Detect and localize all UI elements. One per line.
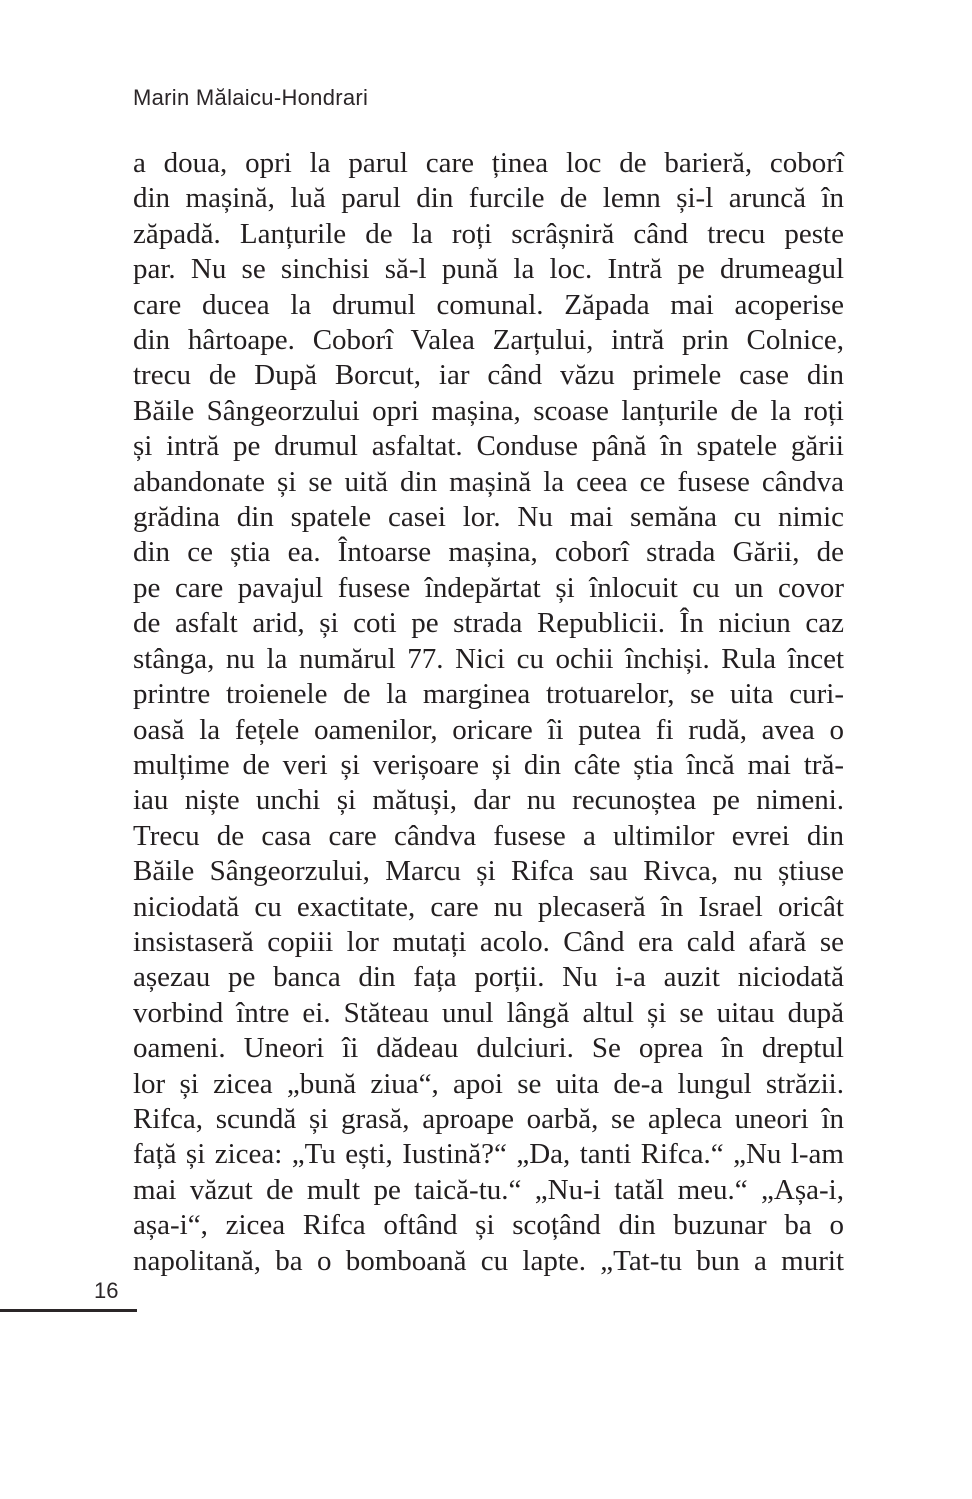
text-line: Băile Sângeorzului opri mașina, scoase lanțurile de la roți xyxy=(133,394,844,427)
text-line: iau niște unchi și mătuși, dar nu recunoștea pe nimeni. xyxy=(133,784,844,817)
text-line: din mașină, luă parul din furcile de lemn și-l aruncă în xyxy=(133,182,844,215)
text-line: abandonate și se uită din mașină la ceea ce fusese cândva xyxy=(133,465,844,498)
text-line: grădina din spatele casei lor. Nu mai semăna cu nimic xyxy=(133,501,844,534)
body-text xyxy=(133,146,844,1279)
running-header-author: Marin Mălaicu-Hondrari xyxy=(133,85,369,110)
footer-rule xyxy=(0,1309,137,1312)
text-line: insistaseră copiii lor mutați acolo. Când era cald afară se xyxy=(133,925,844,958)
text-line: așa-i“, zicea Rifca oftând și scoțând din buzunar ba o xyxy=(133,1209,844,1242)
text-line: printre troienele de la marginea trotuarelor, se uita curi- xyxy=(133,678,844,711)
text-line: față și zicea: „Tu ești, Iustină?“ „Da, tanti Rifca.“ „Nu l-am xyxy=(133,1138,844,1171)
page-number: 16 xyxy=(94,1278,119,1303)
text-line: par. Nu se sinchisi să-l pună la loc. Intră pe drumeagul xyxy=(133,253,844,286)
text-line: lor și zicea „bună ziua“, apoi se uita de-a lungul străzii. xyxy=(133,1067,844,1100)
text-line: de asfalt arid, și coti pe strada Republicii. În niciun caz xyxy=(133,607,844,640)
text-line: așezau pe banca din fața porții. Nu i-a auzit niciodată xyxy=(133,961,844,994)
text-line: oasă la fețele oamenilor, oricare îi putea fi rudă, avea o xyxy=(133,713,844,746)
text-line: mai văzut de mult pe taică-tu.“ „Nu-i tatăl meu.“ „Așa-i, xyxy=(133,1173,844,1206)
text-line: napolitană, ba o bomboană cu lapte. „Tat-tu bun a murit xyxy=(133,1244,844,1277)
text-line: care ducea la drumul comunal. Zăpada mai acoperise xyxy=(133,288,844,321)
text-line: mulțime de veri și verișoare și din câte știa încă mai tră- xyxy=(133,748,844,781)
text-line: trecu de După Borcut, iar când văzu primele case din xyxy=(133,359,844,392)
text-line: din ce știa ea. Întoarse mașina, coborî strada Gării, de xyxy=(133,536,844,569)
text-line: din hârtoape. Coborî Valea Zarțului, intră prin Colnice, xyxy=(133,324,844,357)
text-line: niciodată cu exactitate, care nu plecaseră în Israel oricât xyxy=(133,890,844,923)
text-line: stânga, nu la numărul 77. Nici cu ochii închiși. Rula încet xyxy=(133,642,844,675)
text-line: Băile Sângeorzului, Marcu și Rifca sau Rivca, nu știuse xyxy=(133,855,844,888)
text-line: oameni. Uneori îi dădeau dulciuri. Se oprea în dreptul xyxy=(133,1032,844,1065)
text-line: Rifca, scundă și grasă, aproape oarbă, se apleca uneori în xyxy=(133,1102,844,1135)
text-line: a doua, opri la parul care ținea loc de barieră, coborî xyxy=(133,147,844,179)
text-line: vorbind între ei. Stăteau unul lângă altul și se uitau după xyxy=(133,996,844,1029)
text-line: pe care pavajul fusese îndepărtat și înlocuit cu un covor xyxy=(133,571,844,604)
text-line: zăpadă. Lanțurile de la roți scrâșniră când trecu peste xyxy=(133,217,844,250)
text-line: și intră pe drumul asfaltat. Conduse până în spatele gării xyxy=(133,430,844,463)
text-line: Trecu de casa care cândva fusese a ultimilor evrei din xyxy=(133,819,844,852)
